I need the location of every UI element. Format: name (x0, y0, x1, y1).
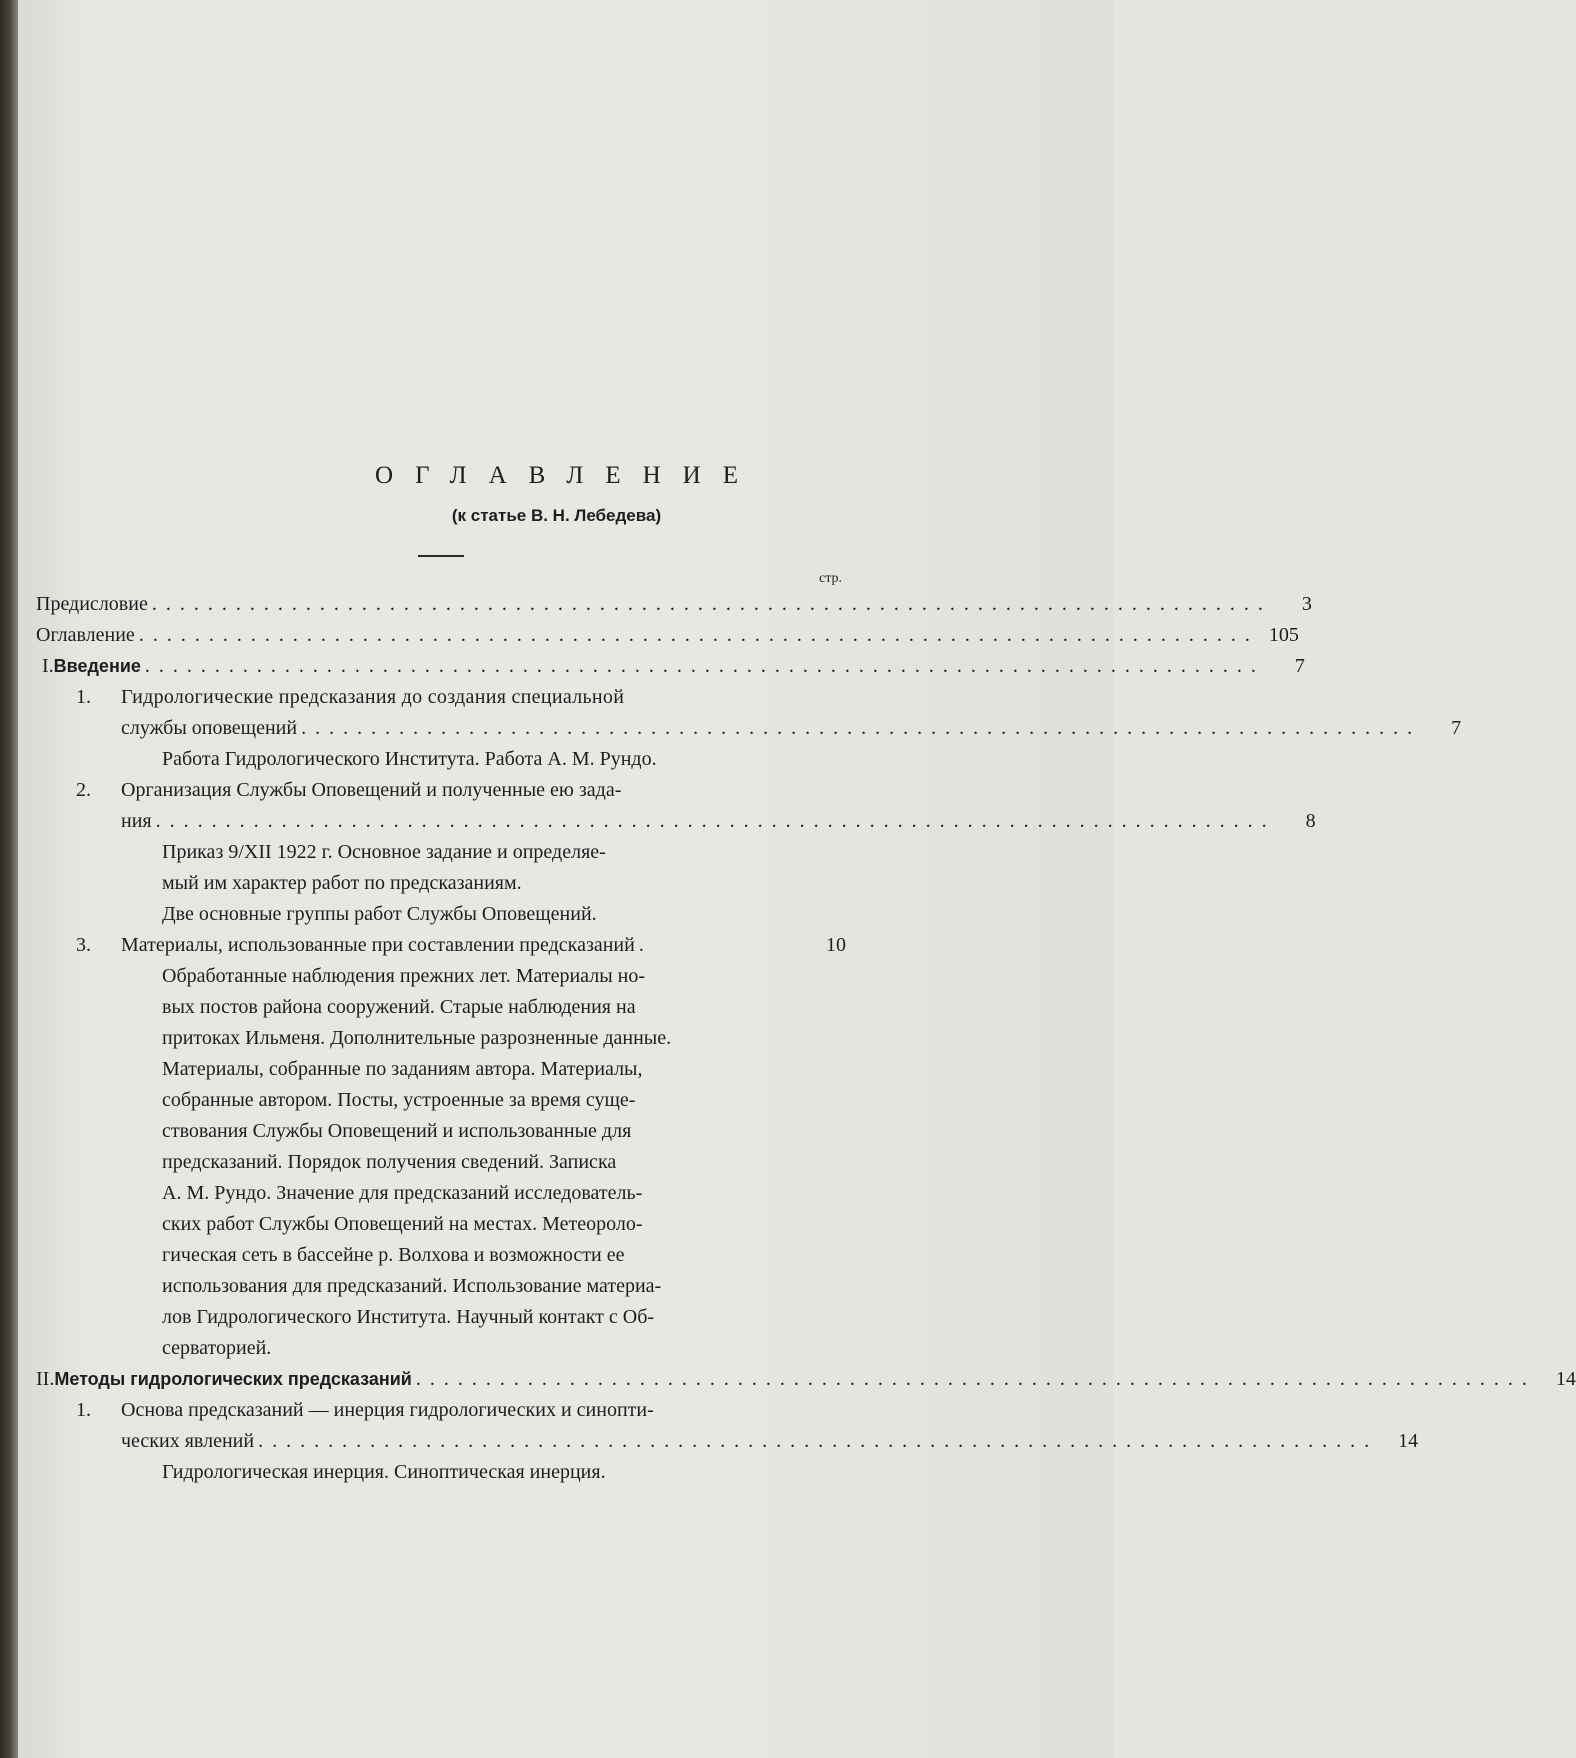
table-of-contents (36, 589, 1576, 1488)
toc-subtitle: (к статье В. Н. Лебедева) (451, 506, 662, 525)
toc-entry-preface (36, 589, 1312, 620)
toc-section-methods (36, 1364, 1576, 1395)
toc-entry-note: гическая сеть в бассейне р. Волхова и возможности ее (162, 1244, 625, 1266)
section-number: I. (42, 655, 54, 677)
dot-leader: ................................................................................ (301, 717, 1422, 739)
toc-entry-note: собранные автором. Посты, устроенные за время суще- (162, 1089, 636, 1111)
toc-entry-line: ния (121, 810, 152, 832)
dot-leader: ................................................................................ (138, 624, 1259, 646)
toc-subentry-4 (36, 1395, 1419, 1488)
toc-entry-note: Работа Гидрологического Института. Работа А. М. Рундо. (162, 748, 657, 770)
toc-entry-note: ствования Службы Оповещений и использованные для (162, 1120, 632, 1142)
toc-entry-note: ских работ Службы Оповещений на местах. Метеороло- (162, 1213, 643, 1235)
toc-entry-note: Материалы, собранные по заданиям автора. Материалы, (162, 1058, 643, 1080)
dot-leader: ................................................................................ (151, 593, 1272, 615)
dot-leader: . (638, 934, 644, 956)
toc-entry-line: ческих явлений (121, 1430, 255, 1452)
toc-entry-page: 14 (1555, 1368, 1576, 1390)
toc-entry-note: Две основные группы работ Службы Оповещений. (162, 903, 597, 925)
toc-subentry-3 (36, 930, 846, 1364)
toc-entry-note: Обработанные наблюдения прежних лет. Материалы но- (162, 965, 646, 987)
toc-entry-page: 10 (826, 934, 846, 956)
toc-subentry-1 (36, 682, 1462, 775)
subsection-number: 1. (76, 686, 91, 708)
page-column-label: стр. (818, 571, 842, 586)
subsection-number: 2. (76, 779, 91, 801)
subsection-number: 1. (76, 1399, 91, 1421)
toc-entry-title: Методы гидрологических предсказаний (54, 1369, 412, 1389)
toc-entry-line: Основа предсказаний — инерция гидрологических и синопти- (121, 1399, 654, 1421)
toc-section-introduction (36, 651, 1305, 682)
section-number: II. (36, 1368, 55, 1390)
toc-entry-note: серваторией. (162, 1337, 272, 1359)
toc-entry-note: использования для предсказаний. Использование материа- (162, 1275, 662, 1297)
toc-entry-note: Приказ 9/XII 1922 г. Основное задание и определяе- (162, 841, 606, 863)
divider-rule (418, 555, 464, 557)
toc-entry-title: Предисловие (36, 593, 148, 615)
subsection-number: 3. (76, 934, 91, 956)
toc-entry-note: предсказаний. Порядок получения сведений. Записка (162, 1151, 617, 1173)
dot-leader: ................................................................................ (258, 1430, 1379, 1452)
toc-entry-page: 8 (1305, 810, 1316, 832)
toc-entry-line: Гидрологические предсказания до создания специальной (121, 686, 625, 708)
toc-entry-line: Организация Службы Оповещений и полученные ею зада- (121, 779, 622, 801)
toc-entry-title: Оглавление (36, 624, 135, 646)
toc-title: ОГЛАВЛЕНИЕ (375, 462, 760, 489)
dot-leader: ................................................................................ (155, 810, 1276, 832)
toc-entry-line: Материалы, использованные при составлении предсказаний (121, 934, 635, 956)
toc-entry-page: 3 (1301, 593, 1312, 615)
toc-entry-page: 14 (1398, 1430, 1419, 1452)
toc-entry-page: 7 (1294, 655, 1305, 677)
toc-entry-contents (36, 620, 1299, 651)
toc-entry-note: лов Гидрологического Института. Научный контакт с Об- (162, 1306, 655, 1328)
toc-entry-note: Гидрологическая инерция. Синоптическая инерция. (162, 1461, 606, 1483)
toc-entry-page: 105 (1268, 624, 1299, 646)
toc-entry-page: 7 (1451, 717, 1462, 739)
book-spine-edge (0, 0, 18, 1758)
toc-entry-note: вых постов района сооружений. Старые наблюдения на (162, 996, 636, 1018)
dot-leader: ................................................................................ (144, 655, 1265, 677)
toc-entry-title: Введение (53, 656, 141, 676)
toc-subentry-2 (36, 775, 1316, 930)
toc-entry-line: службы оповещений (121, 717, 298, 739)
dot-leader: ................................................................................ (415, 1368, 1536, 1390)
toc-entry-note: А. М. Рундо. Значение для предсказаний исследователь- (162, 1182, 643, 1204)
toc-entry-note: мый им характер работ по предсказаниям. (162, 872, 522, 894)
toc-entry-note: притоках Ильменя. Дополнительные разрозненные данные. (162, 1027, 672, 1049)
